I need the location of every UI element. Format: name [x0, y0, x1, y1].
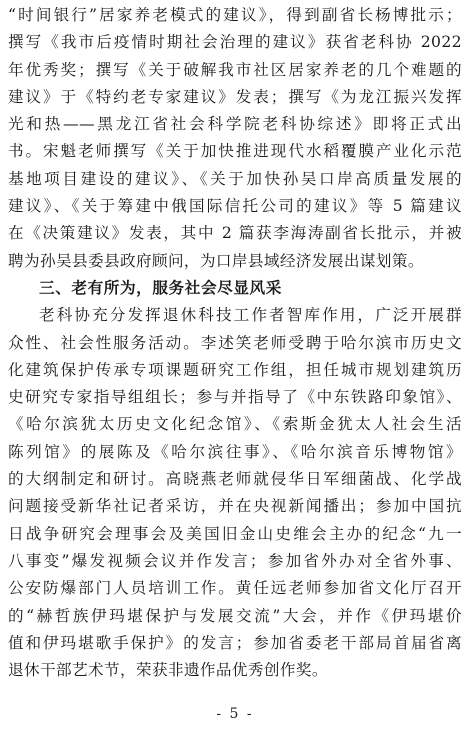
text-line: 在《决策建议》发表，其中 2 篇获李海涛副省长批示，并被	[8, 224, 462, 243]
paragraph-2	[8, 302, 462, 684]
text-line: 建议》于《特约老专家建议》发表；撰写《为龙江振兴发挥	[8, 87, 462, 106]
text-line: 老科协充分发挥退休科技工作者智库作用，广泛开展群	[39, 306, 462, 325]
text-line: 众性、社会性服务活动。李述笑老师受聘于哈尔滨市历史文	[8, 333, 462, 352]
text-line: 史研究专家指导组组长；参与并指导了《中东铁路印象馆》、	[8, 388, 462, 407]
paragraph-1	[8, 2, 462, 275]
text-line: 光和热——黑龙江省社会科学院老科协综述》即将正式出	[8, 115, 462, 134]
text-line: 的大纲制定和研讨。高晓燕老师就侵华日军细菌战、化学战	[8, 470, 462, 489]
text-line: 八事变”爆发视频会议并作发言；参加省外办对全省外事、	[8, 551, 462, 570]
text-line: 的“赫哲族伊玛堪保护与发展交流”大会，并作《伊玛堪价	[8, 606, 462, 625]
text-line: 基地项目建设的建议》、《关于加快孙吴口岸高质量发展的	[8, 169, 462, 188]
text-line: 问题接受新华社记者采访，并在央视新闻播出；参加中国抗	[8, 497, 462, 516]
text-line: 《哈尔滨犹太历史文化纪念馆》、《索斯金犹太人社会生活	[8, 415, 462, 434]
section-heading: 三、老有所为，服务社会尽显风采	[39, 278, 282, 297]
text-line: 撰写《我市后疫情时期社会治理的建议》获省老科协 2022	[8, 33, 462, 52]
text-line: 建议》、《关于筹建中俄国际信托公司的建议》等 5 篇建议	[8, 197, 462, 216]
page-number: - 5 -	[216, 706, 254, 722]
text-line: 陈列馆》的展陈及《哈尔滨往事》、《哈尔滨音乐博物馆》	[8, 442, 462, 461]
text-line: 聘为孙吴县委县政府顾问，为口岸县域经济发展出谋划策。	[8, 251, 424, 270]
body-text	[8, 2, 462, 684]
text-line: 退休干部艺术节，荣获非遗作品优秀创作奖。	[8, 661, 328, 680]
text-line: 值和伊玛堪歌手保护》的发言；参加省委老干部局首届省离	[8, 633, 462, 652]
text-line: 公安防爆部门人员培训工作。黄任远老师参加省文化厅召开	[8, 579, 462, 598]
text-line: 年优秀奖；撰写《关于破解我市社区居家养老的几个难题的	[8, 60, 462, 79]
text-line: “时间银行”居家养老模式的建议》，得到副省长杨博批示；	[8, 6, 462, 24]
text-line: 书。宋魁老师撰写《关于加快推进现代水稻覆膜产业化示范	[8, 142, 462, 161]
text-line: 日战争研究会理事会及美国旧金山史维会主办的纪念“九一	[8, 524, 462, 543]
text-line: 化建筑保护传承专项课题研究工作组，担任城市规划建筑历	[8, 360, 462, 379]
